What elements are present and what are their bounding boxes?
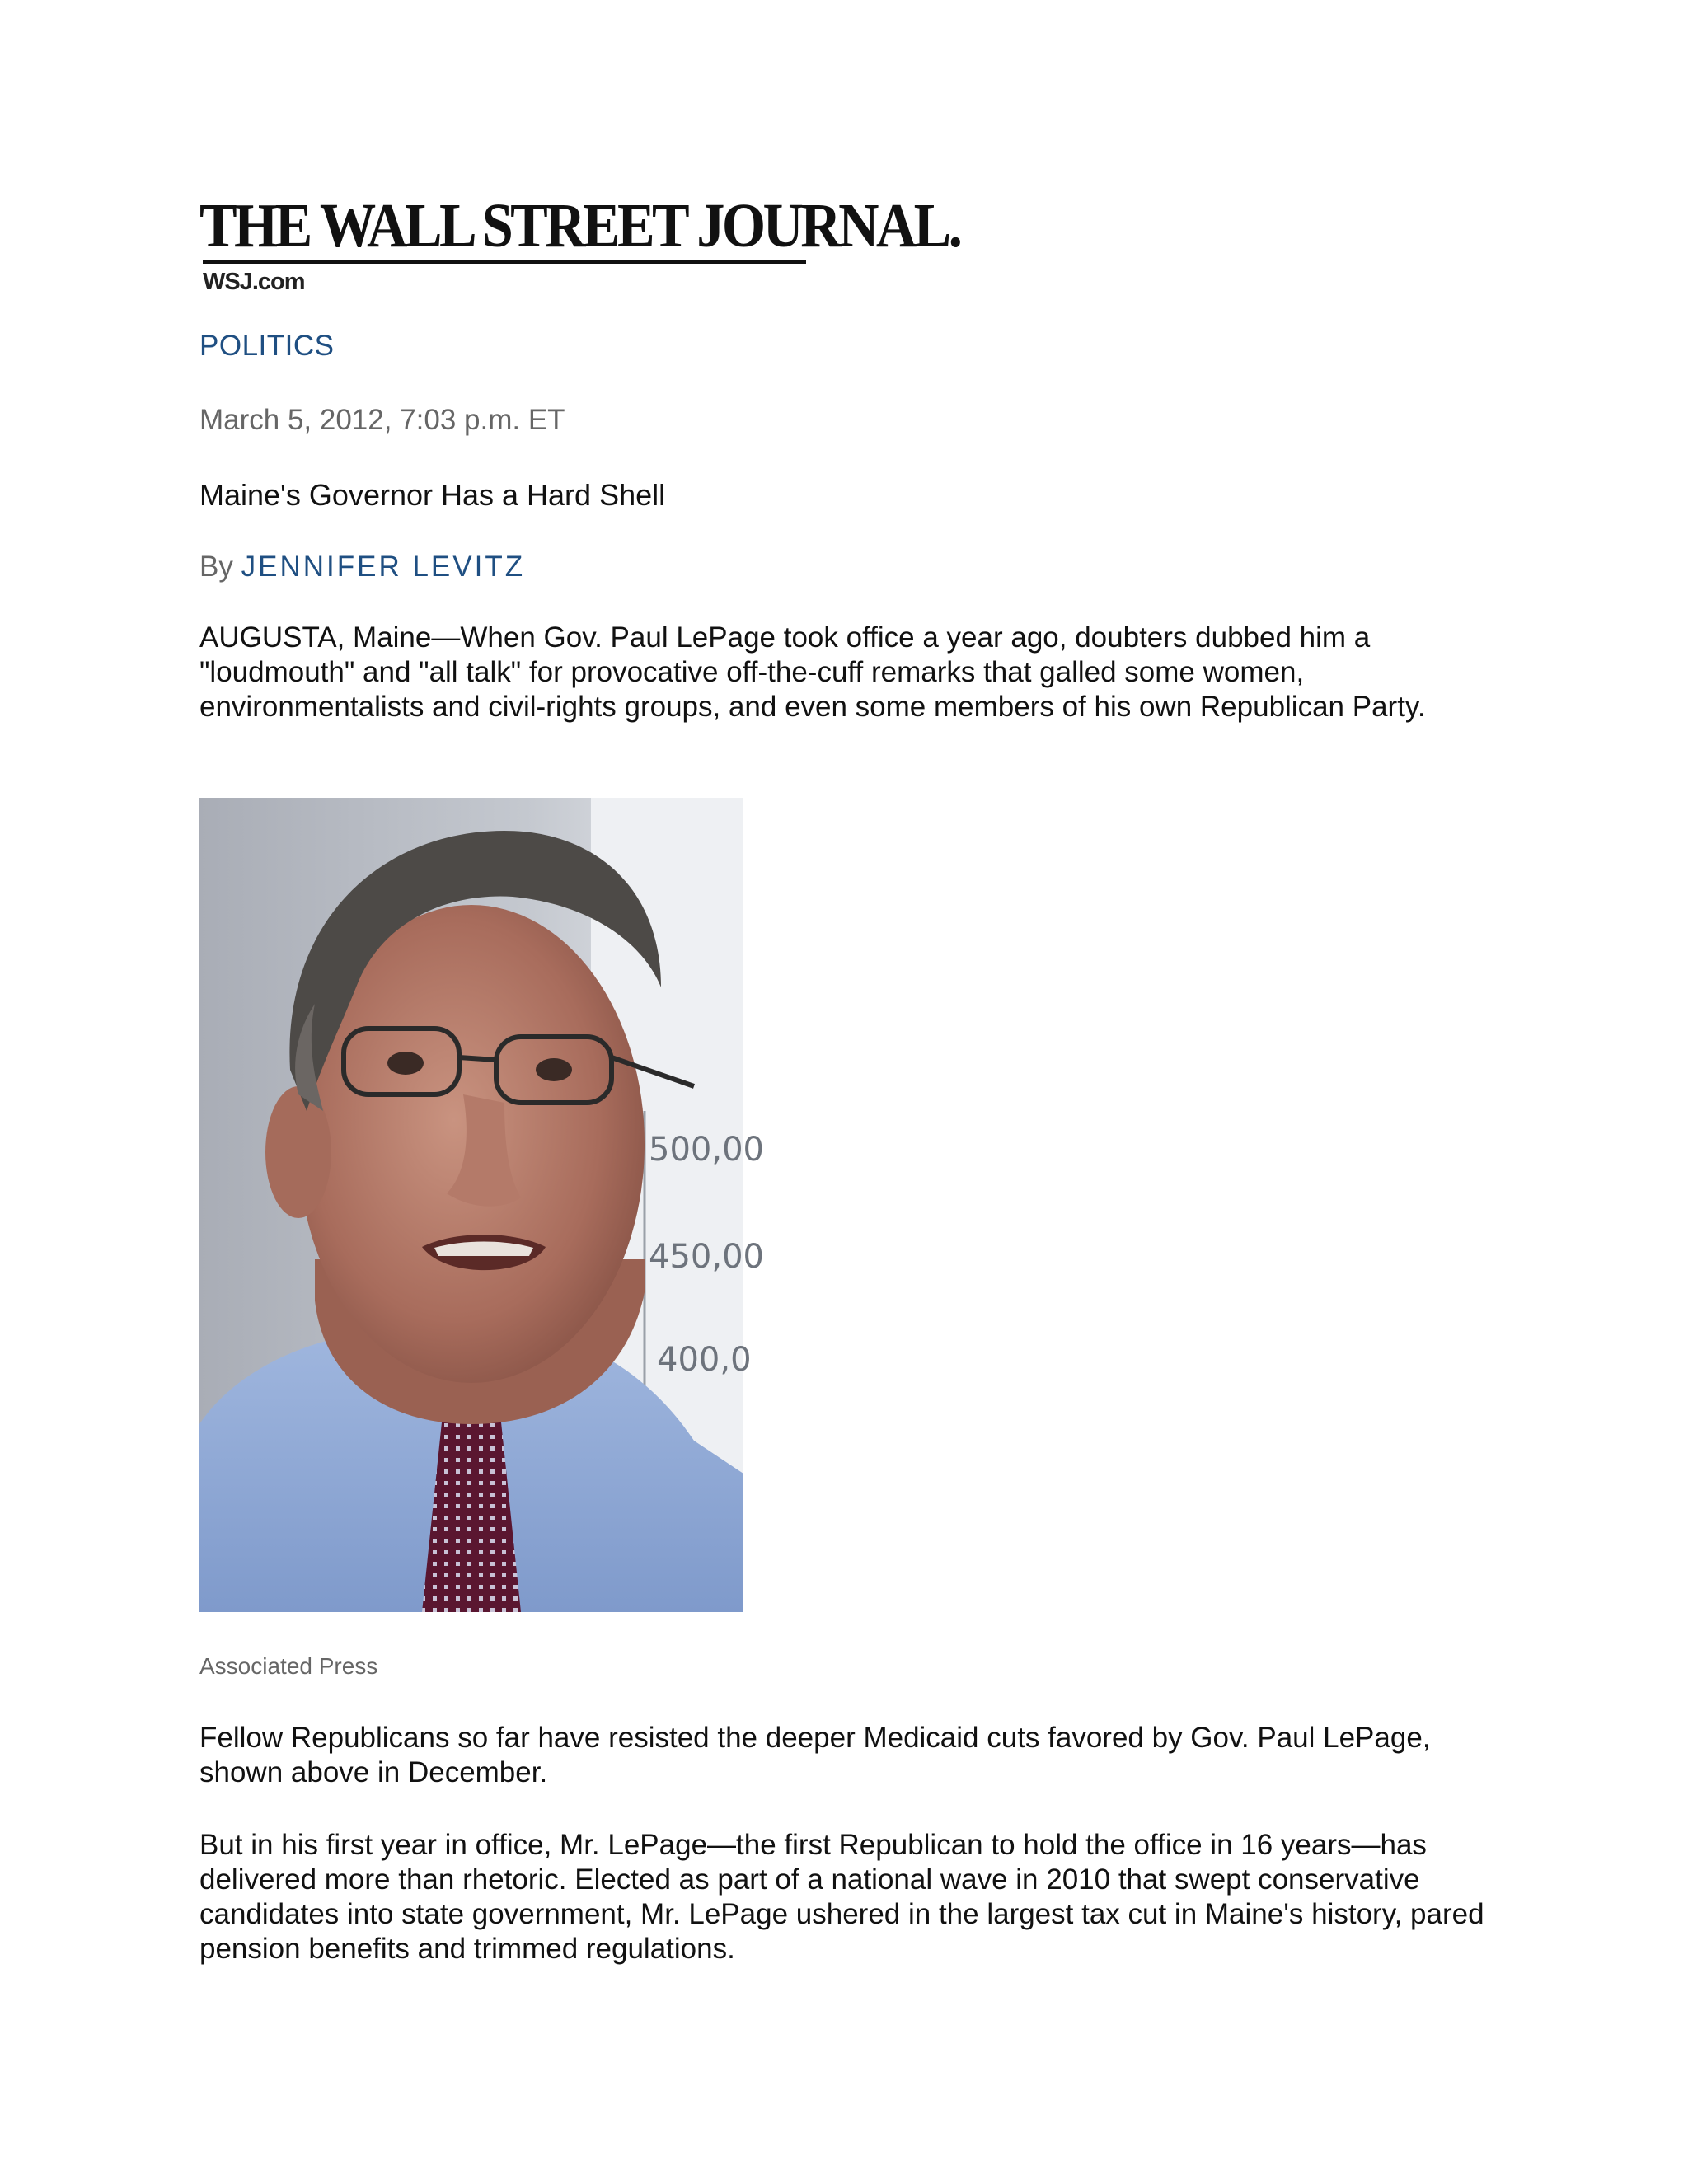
dateline: March 5, 2012, 7:03 p.m. ET: [199, 404, 565, 436]
masthead-subtitle: WSJ.com: [203, 269, 305, 295]
masthead-logo[interactable]: [199, 191, 960, 295]
article-paragraph: Fellow Republicans so far have resisted the deeper Medicaid cuts favored by Gov. Paul LePage, shown above in December.: [199, 1722, 1431, 1788]
article-paragraph: AUGUSTA, Maine—When Gov. Paul LePage took office a year ago, doubters dubbed him a "loudmouth" and "all talk" for provocative off-the-cuff remarks that galled some women, environmentalists and civil-rights groups, and even some members of his own Republican Party.: [199, 621, 1426, 723]
byline-author-link[interactable]: JENNIFER LEVITZ: [241, 551, 526, 583]
byline-prefix: By: [199, 551, 233, 583]
article-headline: Maine's Governor Has a Hard Shell: [199, 478, 666, 512]
byline: [199, 551, 525, 583]
photo-credit: Associated Press: [199, 1653, 378, 1679]
article-paragraph: But in his first year in office, Mr. LePage—the first Republican to hold the office in 16 years—has delivered more than rhetoric. Elected as part of a national wave in 2010 that swept conservative candidates into state government, Mr. LePage ushered in the largest tax cut in Maine's history, pared pension benefits and trimmed regulations.: [199, 1829, 1484, 1965]
masthead-rule: [203, 260, 806, 264]
photo-chart-tick: 400,0: [657, 1341, 752, 1379]
photo-chart-tick: 500,00: [649, 1131, 764, 1169]
section-label[interactable]: POLITICS: [199, 330, 335, 362]
masthead-title: THE WALL STREET JOURNAL.: [199, 191, 960, 260]
article-photo: [199, 798, 764, 1612]
photo-chart-tick: 450,00: [649, 1238, 764, 1276]
